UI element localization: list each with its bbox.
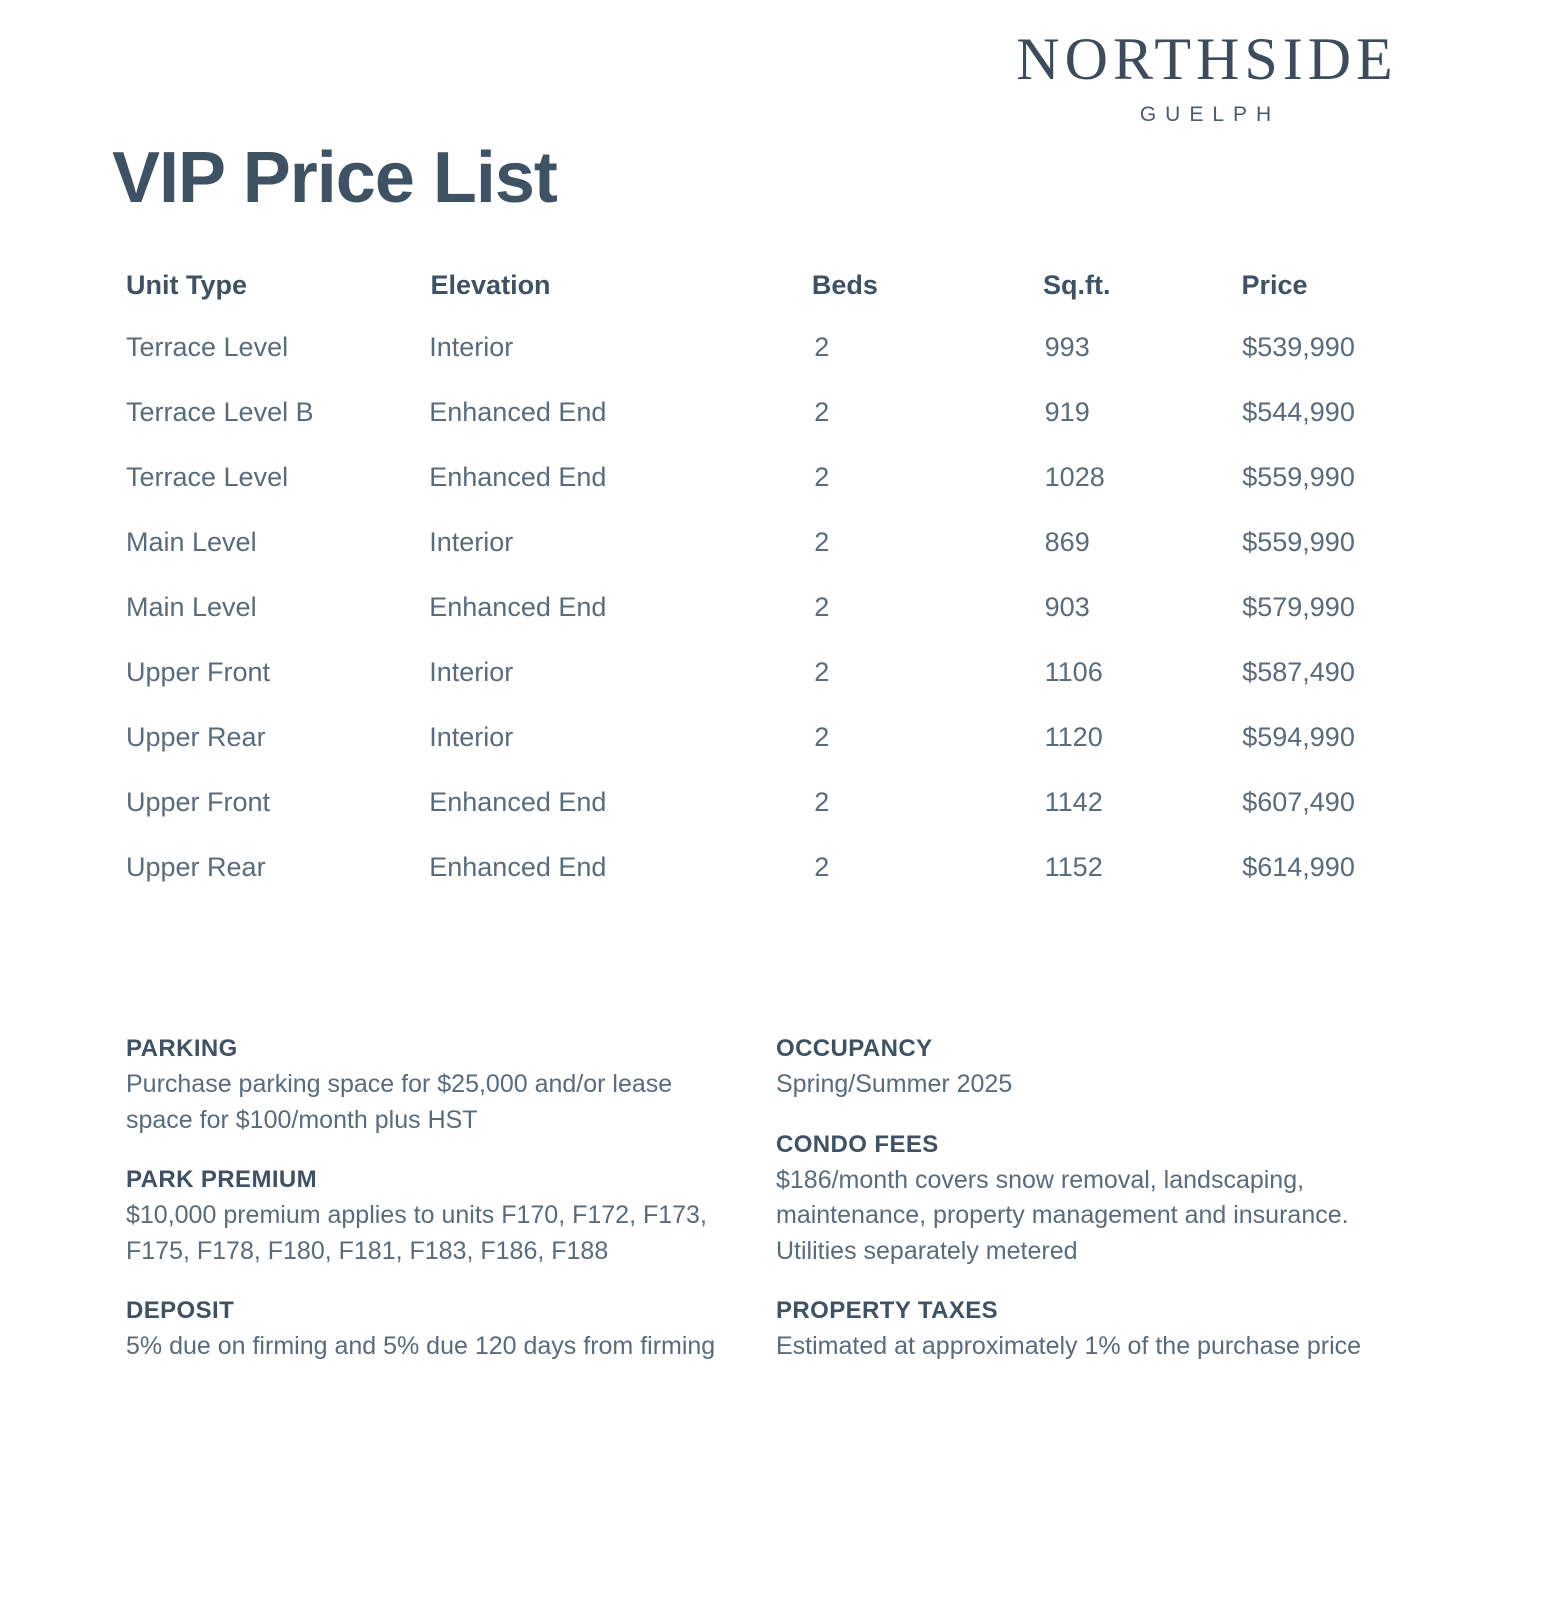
table-row [126, 592, 1426, 657]
table-row [126, 332, 1426, 397]
note-title: PROPERTY TAXES [776, 1297, 999, 1324]
column-header-unit-type: Unit Type [126, 270, 247, 300]
brand-logo [987, 28, 1427, 127]
note-body: 5% due on firming and 5% due 120 days from firming [126, 1332, 716, 1360]
note-parking [126, 1035, 776, 1138]
note-title: OCCUPANCY [776, 1035, 933, 1062]
table-header-row [126, 270, 1426, 332]
cell-unit-type: Upper Front [126, 657, 271, 687]
cell-sqft: 993 [1044, 332, 1090, 362]
cell-beds: 2 [814, 527, 830, 557]
note-title: PARKING [126, 1035, 238, 1062]
note-condo-fees [776, 1131, 1426, 1270]
cell-beds: 2 [814, 462, 830, 492]
cell-unit-type: Terrace Level [126, 332, 289, 362]
table-row [126, 462, 1426, 527]
cell-beds: 2 [814, 787, 830, 817]
cell-unit-type: Upper Rear [126, 722, 266, 752]
cell-sqft: 1120 [1044, 722, 1103, 752]
column-header-elevation: Elevation [430, 270, 551, 300]
cell-elevation: Enhanced End [429, 852, 607, 882]
note-body: Spring/Summer 2025 [776, 1070, 1013, 1098]
note-title: DEPOSIT [126, 1297, 235, 1324]
cell-sqft: 869 [1044, 527, 1090, 557]
notes-column-left [126, 1035, 776, 1365]
note-body: $10,000 premium applies to units F170, F172, F173, F175, F178, F180, F181, F183, F186, F188 [126, 1201, 707, 1265]
column-header-price: Price [1241, 270, 1308, 300]
cell-unit-type: Main Level [126, 592, 257, 622]
cell-elevation: Interior [429, 657, 514, 687]
table-row [126, 397, 1426, 462]
cell-beds: 2 [814, 397, 830, 427]
cell-price: $594,990 [1242, 722, 1355, 752]
cell-sqft: 1142 [1044, 787, 1103, 817]
cell-sqft: 1152 [1044, 852, 1103, 882]
cell-sqft: 1028 [1044, 462, 1105, 492]
cell-unit-type: Terrace Level B [126, 397, 314, 427]
cell-price: $559,990 [1242, 527, 1355, 557]
note-title: CONDO FEES [776, 1130, 939, 1158]
cell-sqft: 903 [1044, 592, 1090, 622]
column-header-beds: Beds [811, 270, 878, 300]
cell-elevation: Enhanced End [429, 787, 607, 817]
cell-beds: 2 [814, 332, 830, 362]
note-deposit [126, 1297, 776, 1365]
brand-name: NORTHSIDE [1016, 26, 1398, 92]
table-row [126, 527, 1426, 592]
cell-elevation: Enhanced End [429, 462, 607, 492]
notes-section [126, 1035, 1426, 1365]
brand-subtitle: GUELPH [1139, 103, 1281, 126]
column-header-sqft: Sq.ft. [1043, 270, 1111, 300]
note-body: Purchase parking space for $25,000 and/or lease space for $100/month plus HST [126, 1070, 673, 1134]
cell-price: $539,990 [1242, 332, 1355, 362]
cell-price: $614,990 [1242, 852, 1355, 882]
note-occupancy [776, 1035, 1426, 1103]
cell-price: $559,990 [1242, 462, 1355, 492]
cell-beds: 2 [814, 852, 830, 882]
cell-price: $544,990 [1242, 397, 1355, 427]
cell-price: $607,490 [1242, 787, 1355, 817]
note-property-taxes [776, 1297, 1426, 1365]
table-row [126, 852, 1426, 917]
note-body: $186/month covers snow removal, landscaping, maintenance, property management and insurance. Utilities separately metered [776, 1165, 1349, 1265]
cell-price: $587,490 [1242, 657, 1355, 687]
notes-column-right [776, 1035, 1426, 1365]
cell-beds: 2 [814, 657, 830, 687]
cell-elevation: Enhanced End [429, 397, 607, 427]
cell-sqft: 919 [1044, 397, 1090, 427]
cell-elevation: Enhanced End [429, 592, 607, 622]
note-title: PARK PREMIUM [126, 1166, 318, 1193]
cell-beds: 2 [814, 592, 830, 622]
cell-sqft: 1106 [1044, 657, 1103, 687]
cell-unit-type: Terrace Level [126, 462, 289, 492]
cell-unit-type: Upper Rear [126, 852, 266, 882]
cell-elevation: Interior [429, 527, 514, 557]
note-body: Estimated at approximately 1% of the purchase price [776, 1332, 1362, 1360]
table-row [126, 722, 1426, 787]
cell-beds: 2 [814, 722, 830, 752]
page-title: VIP Price List [112, 138, 557, 218]
cell-unit-type: Upper Front [126, 787, 271, 817]
cell-elevation: Interior [429, 722, 514, 752]
table-row [126, 657, 1426, 722]
note-park-premium [126, 1166, 776, 1269]
price-table [126, 270, 1426, 917]
cell-price: $579,990 [1242, 592, 1355, 622]
table-row [126, 787, 1426, 852]
cell-elevation: Interior [429, 332, 514, 362]
cell-unit-type: Main Level [126, 527, 257, 557]
